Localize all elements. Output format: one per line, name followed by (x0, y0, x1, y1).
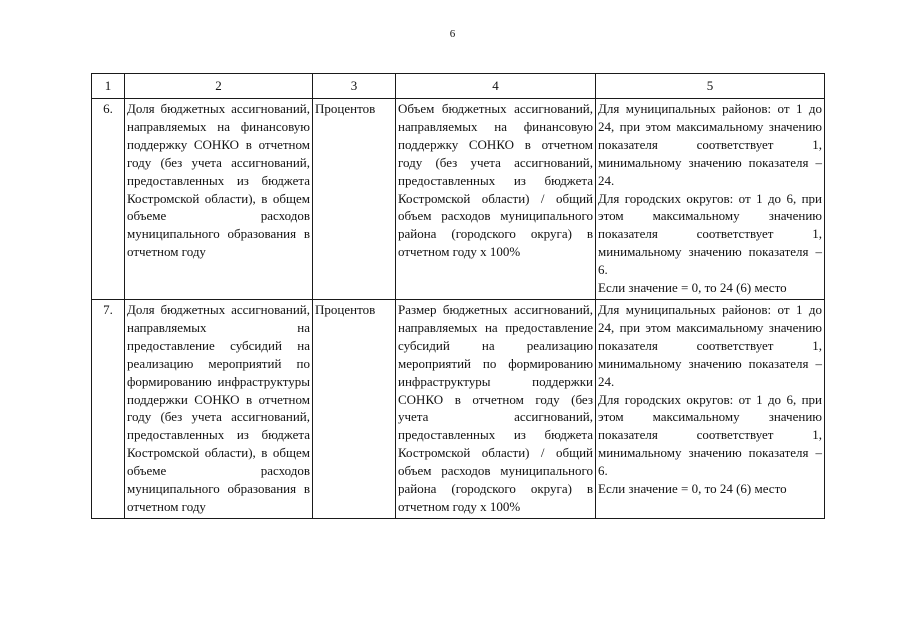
unit-cell: Процентов (313, 99, 396, 300)
indicators-table (91, 73, 825, 519)
table-row (92, 99, 825, 300)
table-row (92, 299, 825, 518)
row-number: 6. (92, 99, 125, 300)
rating-cell (596, 299, 825, 518)
column-header: 3 (313, 74, 396, 99)
column-header: 4 (396, 74, 596, 99)
row-number: 7. (92, 299, 125, 518)
rating-municipal-districts: Для муниципальных районов: от 1 до 24, при этом максимальному значению показателя соответствует 1, минимальному значению показателя – 24. (598, 301, 822, 389)
column-header: 5 (596, 74, 825, 99)
indicator-name: Доля бюджетных ассигнований, направляемых на финансовую поддержку СОНКО в отчетном году (без учета ассигнований, предоставленных из бюджета Костромской области), в общем объеме расходов муниципального образования в отчетном году (125, 99, 313, 300)
unit-cell: Процентов (313, 299, 396, 518)
table-header-row (92, 74, 825, 99)
indicator-name: Доля бюджетных ассигнований, направляемых на предоставление субсидий на реализацию мероприятий по формированию инфраструктуры поддержки СОНКО в отчетном году (без учета ассигнований, предоставленных из бюджета Костромской области), в общем объеме расходов муниципального образования в отчетном году (125, 299, 313, 518)
rating-zero-value: Если значение = 0, то 24 (6) место (598, 481, 787, 497)
page-number: 6 (449, 28, 456, 40)
formula-cell: Объем бюджетных ассигнований, направляемых на финансовую поддержку СОНКО в отчетном году (без учета ассигнований, предоставленных из бюджета Костромской области) / общий объем расходов муниципального района (городского округа) в отчетном году х 100% (396, 99, 596, 300)
formula-cell: Размер бюджетных ассигнований, направляемых на предоставление субсидий на реализацию мероприятий по формированию инфраструктуры поддержки СОНКО в отчетном году (без учета ассигнований, предоставленных из бюджета Костромской области) / общий объем расходов муниципального района (городского округа) в отчетном году х 100% (396, 299, 596, 518)
rating-municipal-districts: Для муниципальных районов: от 1 до 24, при этом максимальному значению показателя соответствует 1, минимальному значению показателя – 24. (598, 101, 822, 188)
rating-cell (596, 99, 825, 300)
rating-zero-value: Если значение = 0, то 24 (6) место (598, 280, 787, 296)
column-header: 2 (125, 74, 313, 99)
rating-city-districts: Для городских округов: от 1 до 6, при этом максимальному значению показателя соответствует 1, минимальному значению показателя – 6. (598, 190, 822, 278)
column-header: 1 (92, 74, 125, 99)
rating-city-districts: Для городских округов: от 1 до 6, при этом максимальному значению показателя соответствует 1, минимальному значению показателя – 6. (598, 391, 822, 479)
